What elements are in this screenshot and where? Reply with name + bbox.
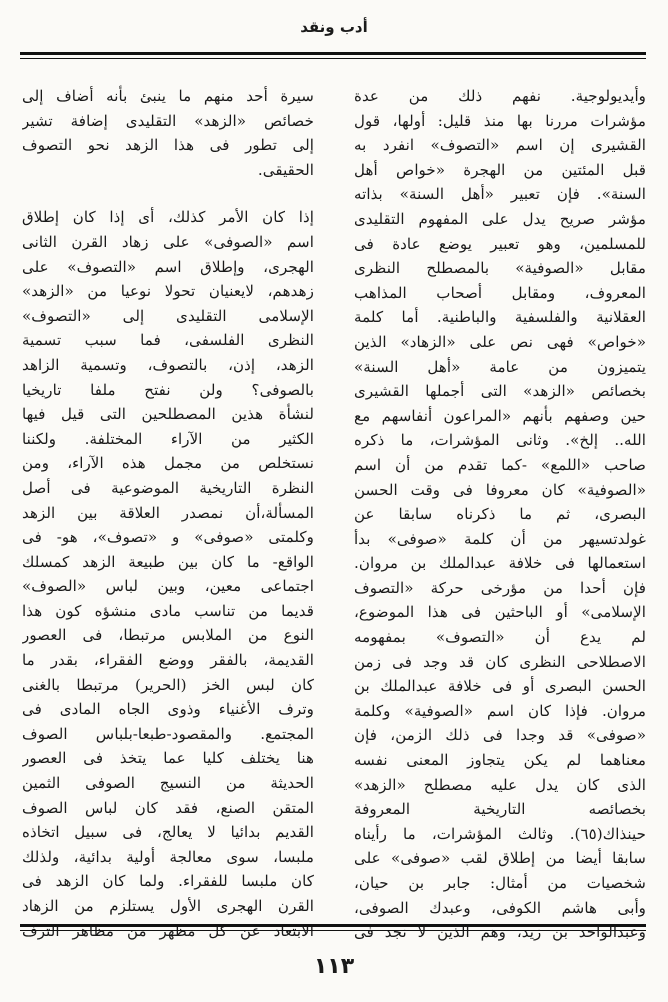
text-line: بخصائص «الزهد» التى أجملها القشيرى [354, 382, 646, 401]
text-line: نستخلص من مجمل هذه الآراء، ومن [22, 454, 314, 473]
right-column [354, 84, 646, 945]
text-line: وأيديولوجية. نفهم ذلك من عدة [354, 87, 646, 105]
text-line: يتميزون من عامة «أهل السنة» [354, 357, 646, 376]
text-line: القديمة، بالفقر ووضع الفقراء، بقدر ما [22, 651, 314, 670]
text-line: «صوفى» قد وجدا فى ذلك الزمن، فإن [354, 726, 646, 745]
text-line: حين وصفهم بأنهم «المراعون أنفاسهم مع [354, 406, 646, 425]
text-line: اجتماعى معين، وبين لباس «الصوف» [22, 577, 314, 596]
paragraph [22, 205, 314, 943]
text-line: وترف الأغنياء وذوى الجاه المادى فى [22, 700, 314, 719]
text-line: قبل المئتين من الهجرة «خواص أهل [354, 160, 646, 179]
text-line: الحديثة من النسيج الصوفى الثمين [22, 774, 314, 793]
paragraph-gap [22, 182, 314, 205]
text-line: الذى كان يدل عليه مصطلح «الزهد» [354, 775, 646, 794]
header-rule [20, 52, 646, 55]
left-column [22, 84, 314, 943]
text-line: زهدهم، لايعنيان تحولا نوعيا من «الزهد» [22, 282, 314, 301]
text-line: لنشأة هذين المصطلحين التى قيل فيها [22, 405, 314, 424]
text-line: الله.. إلخ». وثانى المؤشرات، ما ذكره [354, 431, 646, 450]
text-line: القديم بدائيا لا يعالج، فى سبيل اتخاذه [22, 823, 314, 842]
text-line: مقابل «الصوفية» بالمصطلح النظرى [354, 259, 646, 278]
paragraph [22, 84, 314, 182]
text-line: الزهد، إذن، بالتصوف، وتسمية الزاهد [22, 355, 314, 374]
text-line: الكثير من الآراء المختلفة. ولكننا [22, 429, 314, 448]
text-line: صاحب «اللمع» -كما تقدم من أن اسم [354, 455, 646, 474]
text-line: البصرى، ثم ما ذكرناه سابقا عن [354, 505, 646, 524]
text-line: إذا كان الأمر كذلك، أى إذا كان إطلاق [22, 208, 314, 227]
text-line: معناهما لم يكن يتجاوز المعنى نفسه [354, 751, 646, 770]
text-line: كان ملبسا للفقراء. ولما كان الزهد فى [22, 872, 314, 891]
text-line: شخصيات من أمثال: جابر بن حيان، [354, 874, 646, 892]
text-line: الحقيقى. [257, 160, 314, 179]
page-number: ١١٣ [313, 954, 355, 979]
text-line: الإسلامى» أو الباحثين فى هذا الموضوع، [354, 603, 646, 622]
text-line: قديما من تناسب مادى منشؤه كون هذا [22, 601, 314, 620]
text-line: هنا يختلف كليا عما يتخذ فى العصور [22, 749, 314, 768]
text-line: المتقن الصنع، فقد كان لباس الصوف [22, 798, 314, 817]
text-line: بخصائصه التاريخية المعروفة [354, 800, 646, 819]
text-line: استعمالها فى خلافة عبدالملك بن مروان. [354, 554, 646, 573]
running-header: أدب ونقد [300, 18, 368, 36]
text-line: اسم «الصوفى» على زهاد القرن الثانى [22, 232, 314, 251]
text-line: للمسلمين، وهو تعبير يوضع عادة فى [354, 234, 646, 253]
text-line: وعبدالواحد بن زيد، وهم الذين لا نجد فى [354, 923, 646, 942]
text-line: القرن الهجرى الأول يستلزم من الزهاد [22, 897, 314, 915]
text-line: كان لبس الخز (الحرير) مرتبطا بالغنى [22, 675, 314, 694]
text-line: لم يدع أن «التصوف» بمفهومه [354, 628, 646, 647]
text-line: وكلمتى «صوفى» و «تصوف»، هو- فى [22, 528, 314, 547]
text-line: الابتعاد عن كل مظهر من مظاهر الترف [22, 921, 314, 940]
text-line: النوع من الملابس مرتبطا، فى العصور [22, 626, 314, 645]
text-line: الواقع- ما كان بين طبيعة الزهد كمسلك [22, 552, 314, 571]
text-line: الإسلامى التقليدى إلى «التصوف» [22, 306, 314, 325]
text-line: غولدتسيهر من أن كلمة «صوفى» بدأ [354, 529, 646, 548]
text-line: فإن أحدا من مؤرخى حركة «التصوف [354, 578, 646, 597]
text-line: سيرة أحد منهم ما ينبئ بأنه أضاف إلى [22, 87, 314, 105]
text-line: ملبسا، سوى معالجة أولية بدائية، ولذلك [22, 847, 314, 866]
text-line: الهجرى، وإطلاق اسم «التصوف» على [22, 257, 314, 276]
text-line: الاصطلاحى النظرى كان قد وجد فى زمن [354, 652, 646, 671]
text-line: المعروف، ومقابل أصحاب المذاهب [354, 283, 646, 302]
text-line: المسألة،أن نمصدر العلاقة بين الزهد [22, 503, 314, 522]
text-line: النظرى الفلسفى، فما سبب تسمية [22, 331, 314, 350]
text-line: مؤشرات مررنا بها منذ قليل: أولها، قول [354, 111, 646, 130]
text-line: «خواص» فهى نص على «الزهاد» الذين [354, 332, 646, 351]
text-line: حينذاك(٦٥). وثالث المؤشرات، ما رأيناه [354, 824, 646, 843]
footer-rule [20, 924, 646, 927]
text-line: السنة». فإن تعبير «أهل السنة» بذاته [354, 185, 646, 204]
text-line: الحسن البصرى أو فى خلافة عبدالملك بن [354, 677, 646, 696]
text-line: القشيرى إن اسم «التصوف» انفرد به [354, 136, 646, 155]
text-line: سابقا أيضا من إطلاق لقب «صوفى» على [354, 849, 646, 868]
text-line: المجتمع. والمقصود-طبعا-بلباس الصوف [22, 724, 314, 743]
footer-rule-thin [20, 930, 646, 931]
text-line: خصائص «الزهد» التقليدى إضافة تشير [22, 111, 314, 130]
text-line: «الصوفية» كان معروفا فى وقت الحسن [354, 480, 646, 499]
text-line: مروان. فإذا كان اسم «الصوفية» وكلمة [354, 701, 646, 720]
text-line: إلى تطور فى هذا الزهد نحو التصوف [22, 136, 314, 155]
text-line: النظرة التاريخية الموضوعية فى أصل [22, 478, 314, 497]
header-rule-thin [20, 58, 646, 59]
text-line: مؤشر صريح يدل على المفهوم التقليدى [354, 209, 646, 228]
text-line: بالصوفى؟ ولن نفتح ملفا تاريخيا [22, 380, 314, 399]
text-line: وأبى هاشم الكوفى، وعبدك الصوفى، [354, 898, 646, 917]
text-line: العقلانية والفلسفية والباطنية. أما كلمة [354, 308, 646, 327]
